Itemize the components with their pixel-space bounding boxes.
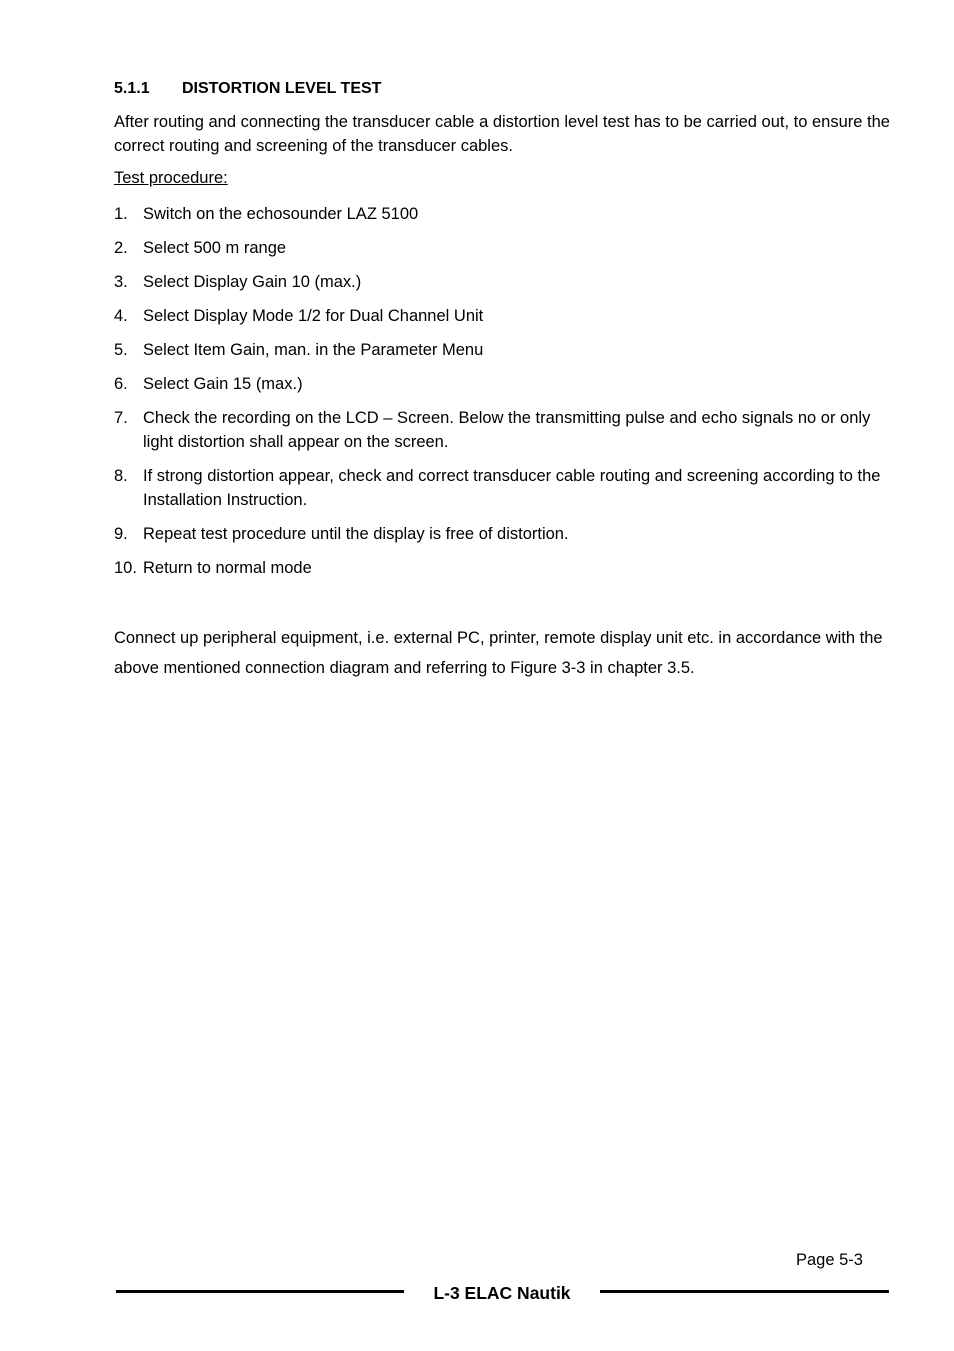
step-text: Switch on the echosounder LAZ 5100 — [143, 205, 419, 223]
step-number: 8. — [114, 467, 128, 485]
procedure-step — [114, 522, 894, 546]
step-number: 9. — [114, 525, 128, 543]
step-text: Return to normal mode — [143, 559, 312, 577]
step-number: 1. — [114, 205, 128, 223]
page-number: Page 5-3 — [796, 1251, 863, 1269]
step-text: Select 500 m range — [143, 239, 287, 257]
procedure-steps — [114, 202, 894, 590]
intro-paragraph: After routing and connecting the transducer cable a distortion level test has to be carried out, to ensure the correct routing and screening of the transducer cables. — [114, 113, 890, 155]
step-text: Select Gain 15 (max.) — [143, 375, 303, 393]
procedure-step — [114, 202, 894, 226]
step-number: 5. — [114, 341, 128, 359]
section-title: DISTORTION LEVEL TEST — [182, 80, 382, 97]
step-number: 6. — [114, 375, 128, 393]
procedure-step — [114, 236, 894, 260]
procedure-step — [114, 464, 894, 512]
step-text: Repeat test procedure until the display is free of distortion. — [143, 525, 569, 543]
step-text: Select Display Gain 10 (max.) — [143, 273, 362, 291]
step-number: 4. — [114, 307, 128, 325]
section-number: 5.1.1 — [114, 80, 150, 97]
step-number: 3. — [114, 273, 128, 291]
procedure-step — [114, 338, 894, 362]
step-text: If strong distortion appear, check and correct transducer cable routing and screening according to the Installation Instruction. — [143, 467, 881, 509]
step-text: Select Item Gain, man. in the Parameter Menu — [143, 341, 484, 359]
step-number: 10. — [114, 559, 137, 577]
procedure-step — [114, 372, 894, 396]
closing-paragraph: Connect up peripheral equipment, i.e. external PC, printer, remote display unit etc. in accordance with the above mentioned connection diagram and referring to Figure 3-3 in chapter 3.5. — [114, 629, 883, 677]
footer-brand: L-3 ELAC Nautik — [433, 1283, 571, 1303]
procedure-label: Test procedure: — [114, 169, 228, 187]
section-heading — [114, 80, 381, 98]
step-text: Select Display Mode 1/2 for Dual Channel Unit — [143, 307, 484, 325]
footer-rule-right — [600, 1290, 889, 1293]
step-text: Check the recording on the LCD – Screen. Below the transmitting pulse and echo signals no or only light distortion shall appear on the screen. — [143, 409, 871, 451]
procedure-step — [114, 406, 894, 454]
procedure-step — [114, 270, 894, 294]
procedure-step — [114, 556, 894, 580]
footer-rule-left — [116, 1290, 404, 1293]
step-number: 7. — [114, 409, 128, 427]
procedure-step — [114, 304, 894, 328]
step-number: 2. — [114, 239, 128, 257]
